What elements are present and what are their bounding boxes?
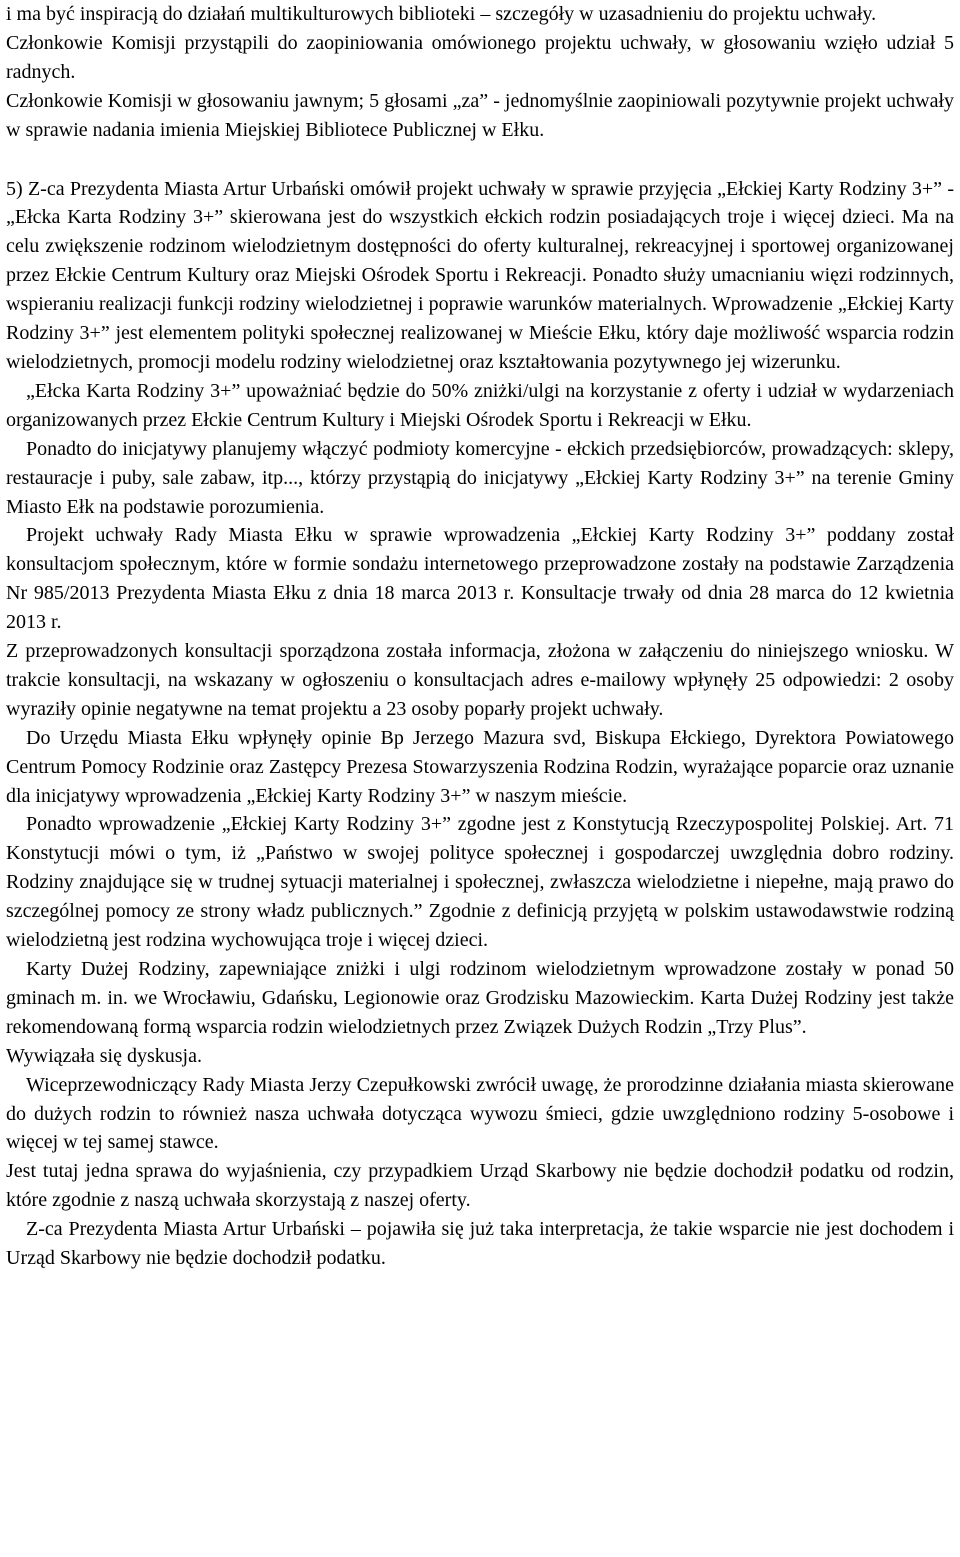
paragraph-consultation-results: Z przeprowadzonych konsultacji sporządzona została informacja, złożona w załączeniu do niniejszego wniosku. W trakcie konsultacji, na wskazany w ogłoszeniu o konsultacjach adres e-mailowy wpłynęły 25 odpowiedzi: 2 osoby wyraziły opinie negatywne na temat projektu a 23 osoby poparły projekt uchwały. — [6, 640, 954, 720]
paragraph-item-5-family-card: 5) Z-ca Prezydenta Miasta Artur Urbański omówił projekt uchwały w sprawie przyjęcia „Ełckiej Karty Rodziny 3+” - „Ełcka Karta Rodziny 3+” skierowana jest do wszystkich ełckich rodzin posiadających troje i więcej dzieci. Ma na celu zwiększenie rodzinom wielodzietnym dostępności do oferty kulturalnej, rekreacyjnej i sportowej organizowanej przez Ełckie Centrum Kultury oraz Miejski Ośrodek Sportu i Rekreacji. Ponadto służy umacnianiu więzi rodzinnych, wspieraniu realizacji funkcji rodziny wielodzietnej i poprawie warunków materialnych. Wprowadzenie „Ełckiej Karty Rodziny 3+” jest elementem polityki społecznej realizowanej w Mieście Ełku, który daje możliwość wsparcia rodzin wielodzietnych, promocji modelu rodziny wielodzietnej oraz kształtowania pozytywnego jej wizerunku. — [6, 177, 954, 373]
paragraph-opinions-received: Do Urzędu Miasta Ełku wpłynęły opinie Bp Jerzego Mazura svd, Biskupa Ełckiego, Dyrektora Powiatowego Centrum Pomocy Rodzinie oraz Zastępcy Prezesa Stowarzyszenia Rodzina Rodzin, wyrażające poparcie oraz uznanie dla inicjatywy wprowadzenia „Ełckiej Karty Rodziny 3+” w naszym mieście. — [6, 726, 954, 807]
paragraph-tax-question: Jest tutaj jedna sprawa do wyjaśnienia, czy przypadkiem Urząd Skarbowy nie będzie dochodził podatku od rodzin, które zgodnie z naszą uchwała skorzystają z naszej oferty. — [6, 1160, 954, 1212]
paragraph-discount: „Ełcka Karta Rodziny 3+” upoważniać będzie do 50% zniżki/ulgi na korzystanie z oferty i udział w wydarzeniach organizowanych przez Ełckie Centrum Kultury i Miejski Ośrodek Sportu i Rekreacji w Ełku. — [6, 379, 954, 431]
paragraph-large-family-cards: Karty Dużej Rodziny, zapewniające zniżki i ulgi rodzinom wielodzietnym wprowadzone zostały w ponad 50 gminach m. in. we Wrocławiu, Gdańsku, Legionowie oraz Grodzisku Mazowieckim. Karta Dużej Rodziny jest także rekomendowaną formą wsparcia rodzin wielodzietnych przez Związek Dużych Rodzin „Trzy Plus”. — [6, 958, 954, 1038]
paragraph-commission-library-intro: i ma być inspiracją do działań multikulturowych biblioteki – szczegóły w uzasadnieniu do projektu uchwały. — [6, 3, 877, 25]
paragraph-constitution: Ponadto wprowadzenie „Ełckiej Karty Rodziny 3+” zgodne jest z Konstytucją Rzeczypospolitej Polskiej. Art. 71 Konstytucji mówi o tym, iż „Państwo w swojej polityce społecznej i gospodarczej uwzględnia dobro rodziny. Rodziny znajdujące się w trudnej sytuacji materialnej i społecznej, zwłaszcza wielodzietne i niepełne, mają prawo do szczególnej pomocy ze strony władz publicznych.” Zgodnie z definicją przyjętą w polskim ustawodawstwie rodziną wielodzietną jest rodzina wychowująca troje i więcej dzieci. — [6, 813, 954, 952]
paragraph-urbanski-answer: Z-ca Prezydenta Miasta Artur Urbański – pojawiła się już taka interpretacja, że takie wsparcie nie jest dochodem i Urząd Skarbowy nie będzie dochodził podatku. — [6, 1218, 954, 1270]
paragraph-commission-vote: Członkowie Komisji w głosowaniu jawnym; 5 głosami „za” - jednomyślnie zaopiniowali pozytywnie projekt uchwały w sprawie nadania imienia Miejskiej Bibliotece Publicznej w Ełku. — [6, 89, 954, 141]
paragraph-commercial-partners: Ponadto do inicjatywy planujemy włączyć podmioty komercyjne - ełckich przedsiębiorców, prowadzących: sklepy, restauracje i puby, sale zabaw, itp..., którzy przystąpią do inicjatywy „Ełckiej Karty Rodziny 3+” na terenie Gminy Miasto Ełk na podstawie porozumienia. — [6, 437, 954, 518]
paragraph-public-consultation: Projekt uchwały Rady Miasta Ełku w sprawie wprowadzenia „Ełckiej Karty Rodziny 3+” poddany został konsultacjom społecznym, które w formie sondażu internetowego przeprowadzone zostały na podstawie Zarządzenia Nr 985/2013 Prezydenta Miasta Ełku z dnia 18 marca 2013 r. Konsultacje trwały od dnia 28 marca do 12 kwietnia 2013 r. — [6, 524, 954, 634]
paragraph-discussion: Wywiązała się dyskusja. — [6, 1044, 202, 1067]
paragraph-czepulkowski: Wiceprzewodniczący Rady Miasta Jerzy Czepułkowski zwrócił uwagę, że prorodzinne działania miasta skierowane do dużych rodzin to również nasza uchwała dotycząca wywozu śmieci, gdzie uwzględniono rodziny 5-osobowe i więcej w tej samej stawce. — [6, 1073, 954, 1154]
paragraph-commission-opinion: Członkowie Komisji przystąpili do zaopiniowania omówionego projektu uchwały, w głosowaniu wzięło udział 5 radnych. — [6, 31, 954, 83]
